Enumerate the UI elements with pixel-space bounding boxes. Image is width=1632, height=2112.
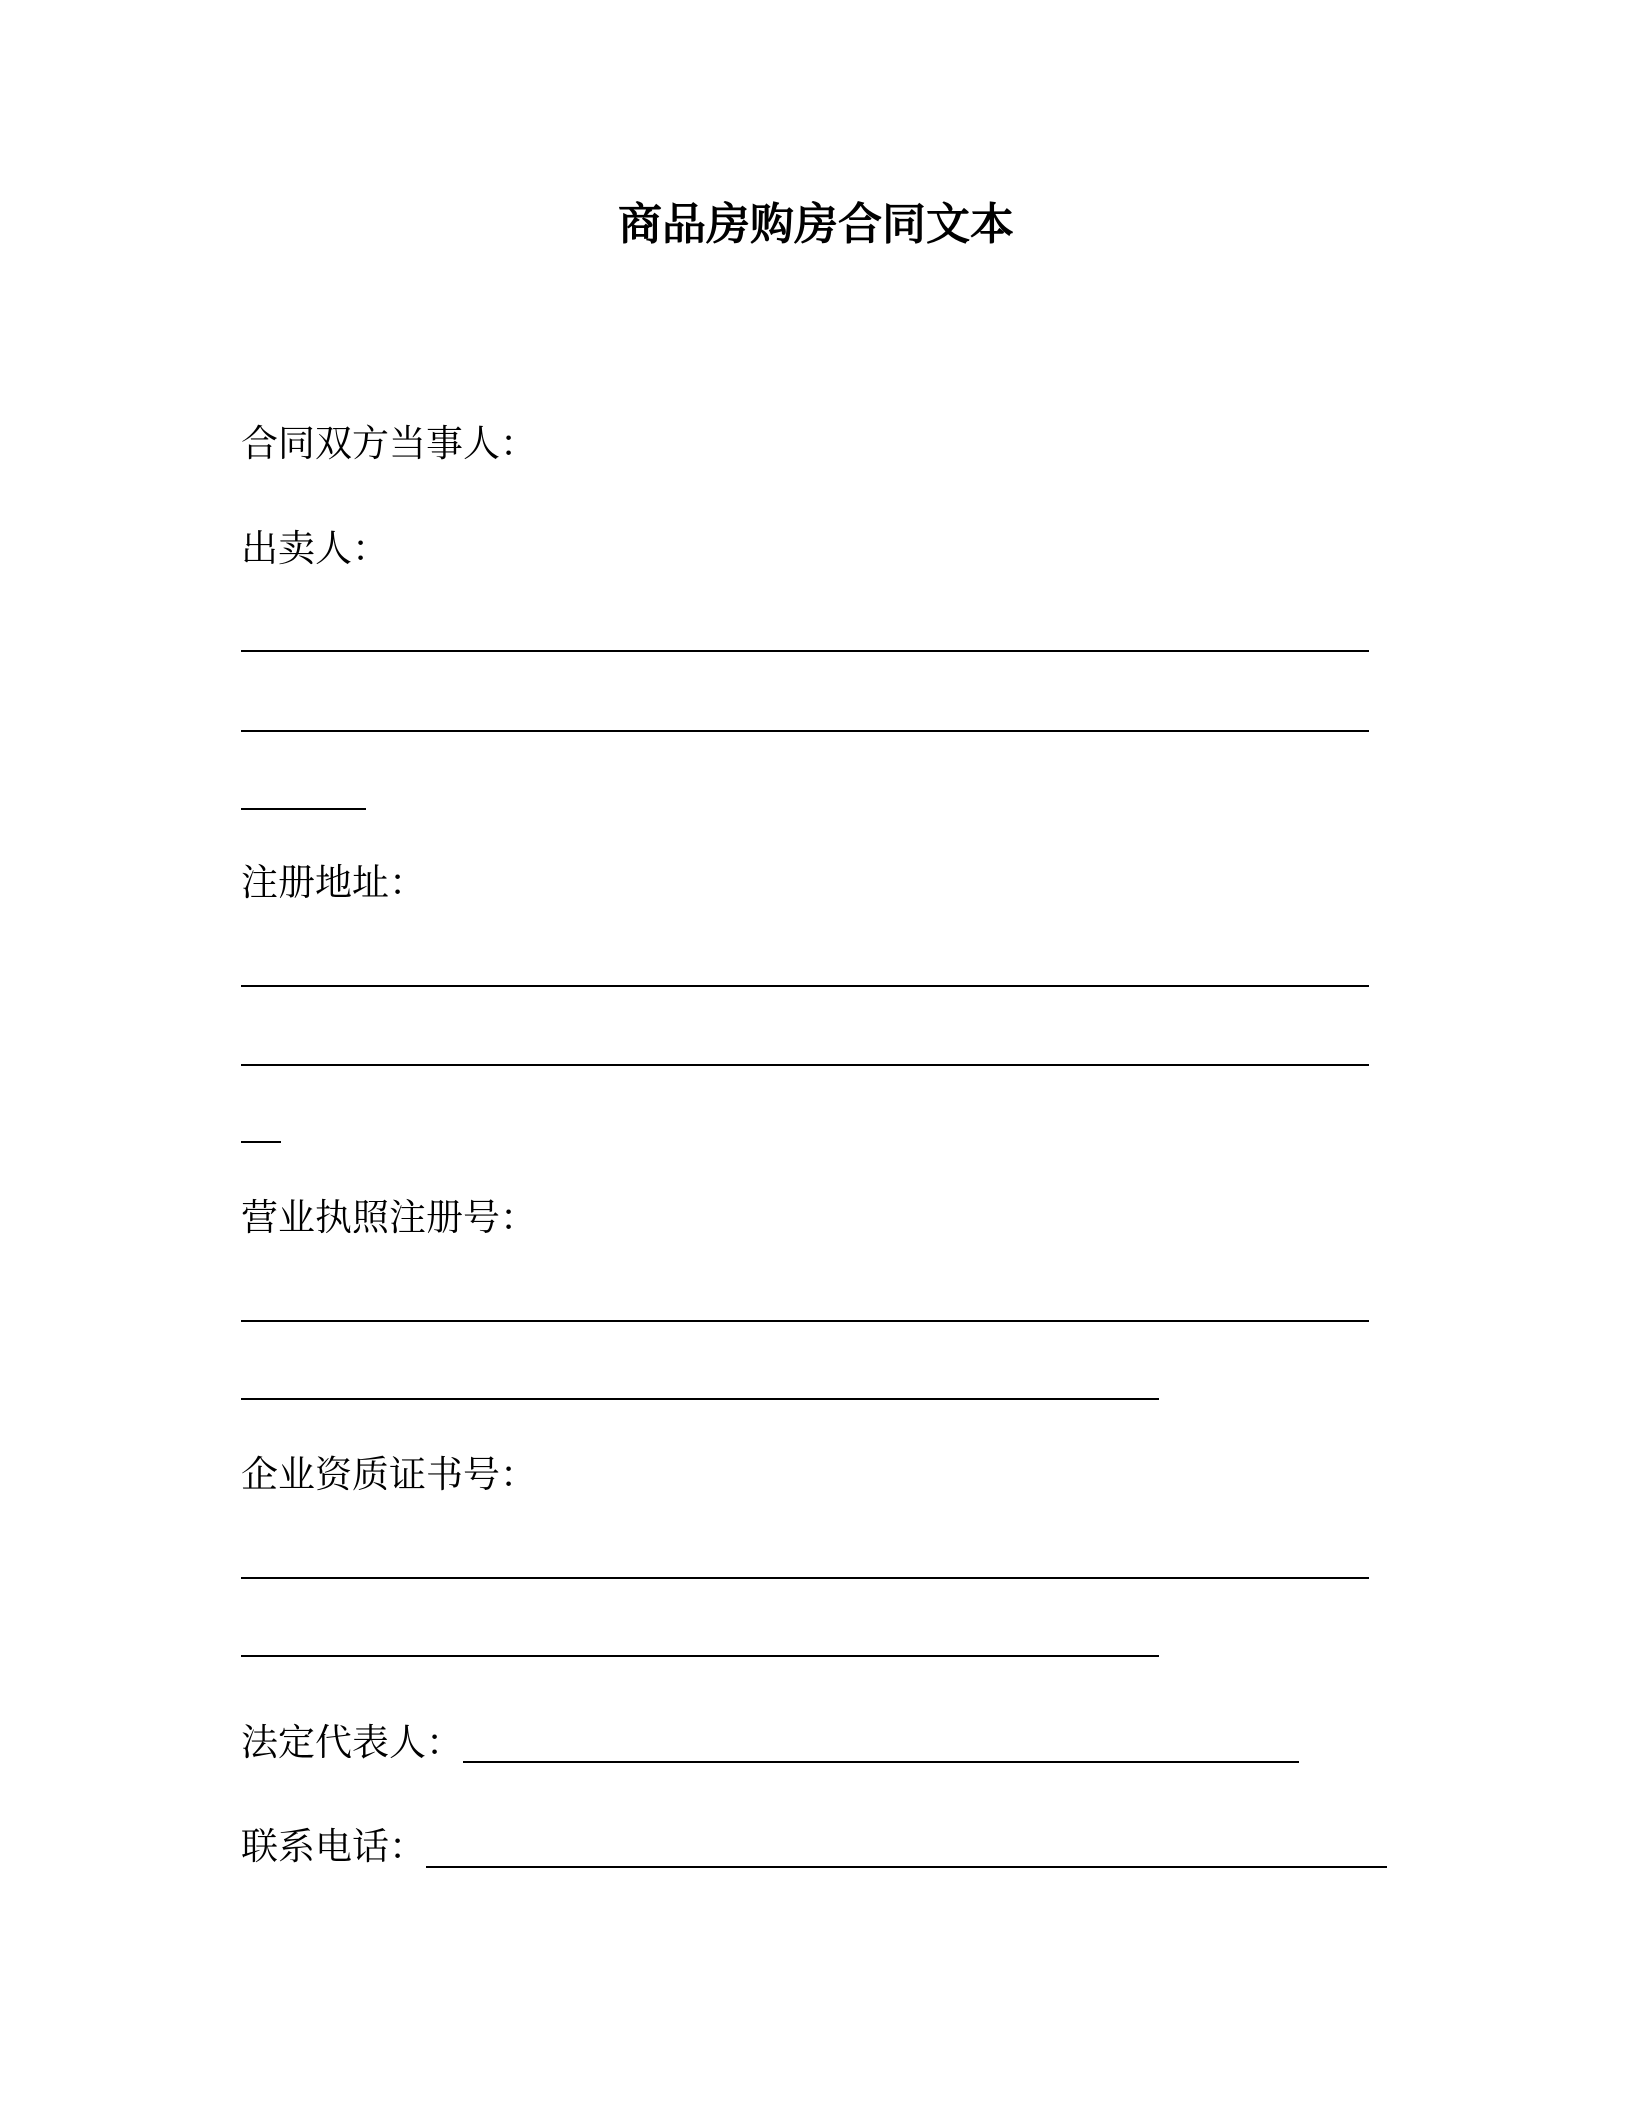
- address-label: 注册地址：: [241, 861, 426, 904]
- seller-label: 出卖人：: [241, 527, 389, 570]
- qualification-blank-line-2: [241, 1655, 1159, 1657]
- license-blank-line-1: [241, 1320, 1369, 1322]
- address-blank-line-2: [241, 1064, 1369, 1066]
- address-blank-line-1: [241, 985, 1369, 987]
- legal-rep-label: 法定代表人：: [241, 1721, 463, 1764]
- document-title: 商品房购房合同文本: [618, 199, 1014, 250]
- qualification-label: 企业资质证书号：: [241, 1453, 537, 1496]
- license-label: 营业执照注册号：: [241, 1196, 537, 1239]
- seller-blank-line-3: [241, 808, 366, 810]
- address-blank-line-3: [241, 1141, 281, 1143]
- seller-blank-line-1: [241, 650, 1369, 652]
- seller-blank-line-2: [241, 730, 1369, 732]
- phone-label: 联系电话：: [241, 1825, 426, 1868]
- phone-blank-line: [426, 1866, 1387, 1868]
- legal-rep-blank-line: [463, 1761, 1299, 1763]
- parties-heading: 合同双方当事人：: [241, 422, 537, 465]
- license-blank-line-2: [241, 1398, 1159, 1400]
- qualification-blank-line-1: [241, 1577, 1369, 1579]
